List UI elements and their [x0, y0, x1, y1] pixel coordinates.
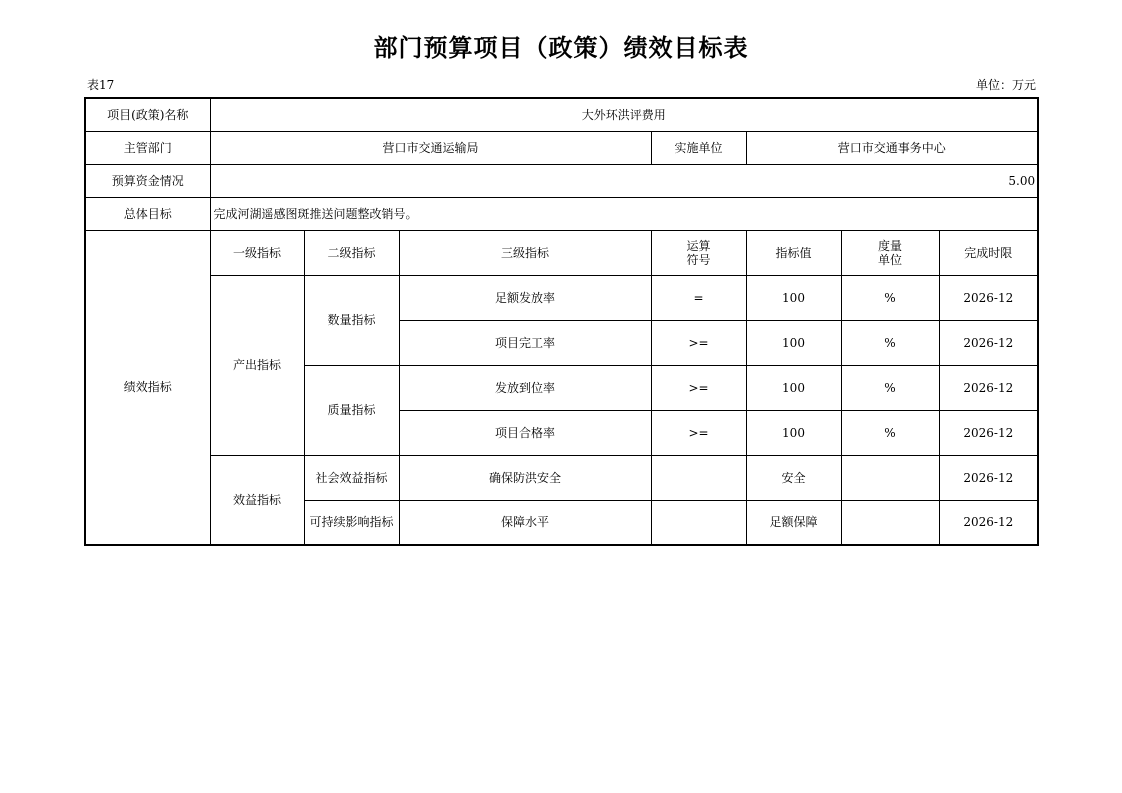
deadline-cell: 2026-12	[939, 365, 1038, 410]
deadline-cell: 2026-12	[939, 455, 1038, 500]
budget-row	[85, 164, 1038, 197]
operator-cell	[651, 500, 746, 545]
operator-cell: >=	[651, 320, 746, 365]
value-cell: 安全	[746, 455, 841, 500]
operator-cell: >=	[651, 365, 746, 410]
level3-cell: 项目完工率	[399, 320, 651, 365]
level2-sustainable: 可持续影响指标	[304, 500, 399, 545]
deadline-cell: 2026-12	[939, 500, 1038, 545]
header-value: 指标值	[746, 230, 841, 275]
unit-cell: %	[841, 410, 939, 455]
dept-value: 营口市交通运输局	[210, 131, 651, 164]
level1-benefit: 效益指标	[210, 455, 304, 545]
operator-cell: =	[651, 275, 746, 320]
impl-unit-label: 实施单位	[651, 131, 746, 164]
level2-quality: 质量指标	[304, 365, 399, 455]
deadline-cell: 2026-12	[939, 320, 1038, 365]
level3-cell: 确保防洪安全	[399, 455, 651, 500]
operator-cell: >=	[651, 410, 746, 455]
unit-cell	[841, 455, 939, 500]
unit-cell	[841, 500, 939, 545]
operator-cell	[651, 455, 746, 500]
perf-label: 绩效指标	[85, 230, 210, 545]
level1-output: 产出指标	[210, 275, 304, 455]
level3-cell: 保障水平	[399, 500, 651, 545]
deadline-cell: 2026-12	[939, 410, 1038, 455]
header-level2: 二级指标	[304, 230, 399, 275]
unit-cell: %	[841, 275, 939, 320]
header-row	[85, 230, 1038, 275]
unit-label: 单位：万元	[975, 78, 1036, 92]
level3-cell: 足额发放率	[399, 275, 651, 320]
header-level1: 一级指标	[210, 230, 304, 275]
table-row	[85, 455, 1038, 500]
unit-cell: %	[841, 365, 939, 410]
header-unit: 度量 单位	[841, 230, 939, 275]
goal-value: 完成河湖遥感图斑推送问题整改销号。	[210, 197, 1038, 230]
deadline-cell: 2026-12	[939, 275, 1038, 320]
budget-label: 预算资金情况	[85, 164, 210, 197]
value-cell: 100	[746, 410, 841, 455]
level3-cell: 项目合格率	[399, 410, 651, 455]
project-name-label: 项目(政策)名称	[85, 98, 210, 131]
value-cell: 100	[746, 275, 841, 320]
value-cell: 100	[746, 320, 841, 365]
performance-target-table	[84, 97, 1039, 546]
value-cell: 100	[746, 365, 841, 410]
goal-row	[85, 197, 1038, 230]
project-name-value: 大外环洪评费用	[210, 98, 1038, 131]
table-number: 表17	[87, 78, 115, 92]
impl-unit-value: 营口市交通事务中心	[746, 131, 1038, 164]
header-deadline: 完成时限	[939, 230, 1038, 275]
level2-quantity: 数量指标	[304, 275, 399, 365]
dept-label: 主管部门	[85, 131, 210, 164]
project-row	[85, 98, 1038, 131]
header-operator: 运算 符号	[651, 230, 746, 275]
goal-label: 总体目标	[85, 197, 210, 230]
level3-cell: 发放到位率	[399, 365, 651, 410]
department-row	[85, 131, 1038, 164]
budget-value: 5.00	[210, 164, 1038, 197]
header-level3: 三级指标	[399, 230, 651, 275]
table-row	[85, 275, 1038, 320]
page-title: 部门预算项目（政策）绩效目标表	[373, 34, 749, 62]
level2-social: 社会效益指标	[304, 455, 399, 500]
unit-cell: %	[841, 320, 939, 365]
value-cell: 足额保障	[746, 500, 841, 545]
